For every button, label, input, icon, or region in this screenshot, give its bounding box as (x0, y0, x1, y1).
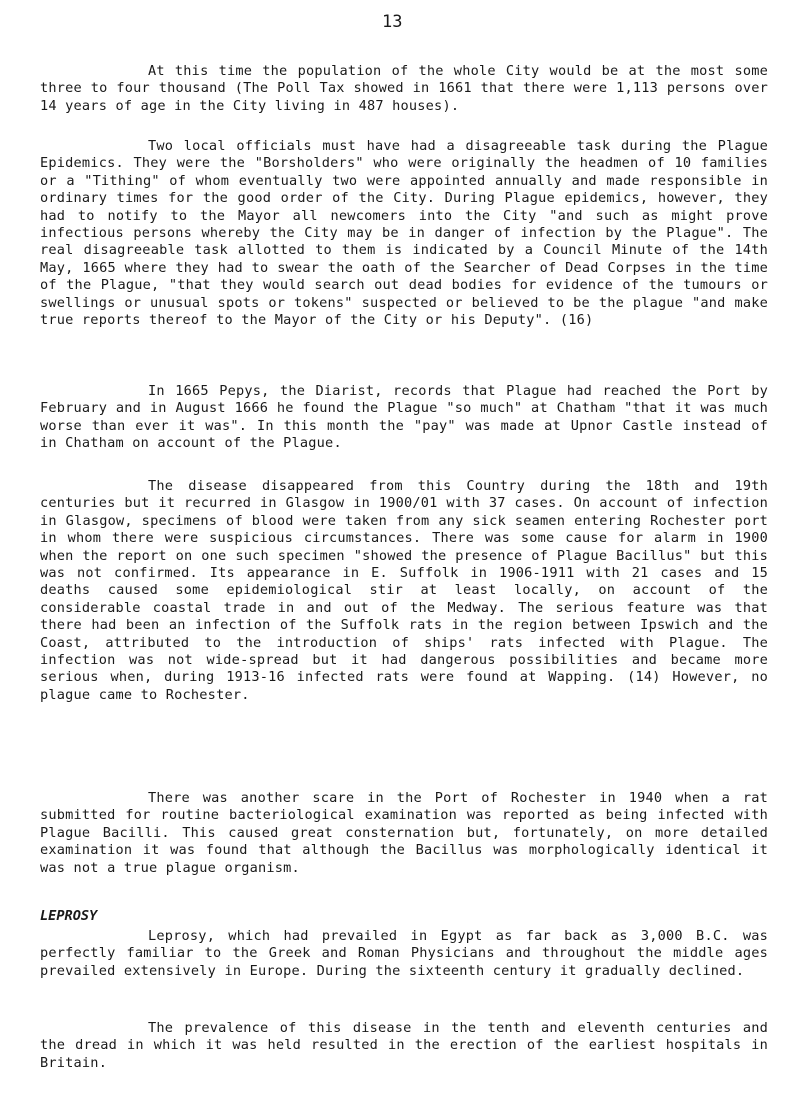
paragraph-pepys (40, 383, 768, 453)
paragraph-text: The prevalence of this disease in the tenth and eleventh centuries and the dread in which it was held resulted in the erection of the earliest hospitals in Britain. (40, 1020, 768, 1071)
paragraph-text: Two local officials must have had a disagreeable task during the Plague Epidemics. They were the "Borsholders" who were originally the headmen of 10 families or a "Tithing" of whom eventually two were appointed annually and made responsible in ordinary times for the good order of the City. During Plague epidemics, however, they had to notify to the Mayor all newcomers into the City "and such as might prove infectious persons whereby the City may be in danger of infection by the Plague". The real disagreeable task allotted to them is indicated by a Council Minute of the 14th May, 1665 where they had to swear the oath of the Searcher of Dead Corpses in the time of the Plague, "that they would search out dead bodies for evidence of the tumours or swellings or unusual spots or tokens" suspected or believed to be the plague "and make true reports thereof to the Mayor of the City or his Deputy". (16) (40, 138, 768, 329)
paragraph-text: There was another scare in the Port of Rochester in 1940 when a rat submitted for routine bacteriological examination was reported as being infected with Plague Bacilli. This caused great consternation but, fortunately, on more detailed examination it was found that although the Bacillus was morphologically identical it was not a true plague organism. (40, 790, 768, 876)
paragraph-population (40, 63, 768, 115)
paragraph-text: The disease disappeared from this Country during the 18th and 19th centuries but it recurred in Glasgow in 1900/01 with 37 cases. On account of infection in Glasgow, specimens of blood were taken from any sick seamen entering Rochester port in whom there were suspicious circumstances. There was some cause for alarm in 1900 when the report on one such specimen "showed the presence of Plague Bacillus" but this was not confirmed. Its appearance in E. Suffolk in 1906-1911 with 21 cases and 15 deaths caused some epidemiological stir at least locally, on account of the considerable coastal trade in and out of the Medway. The serious feature was that there had been an infection of the Suffolk rats in the region between Ipswich and the Coast, attributed to the introduction of ships' rats infected with Plague. The infection was not wide-spread but it had dangerous possibilities and became more serious when, during 1913-16 infected rats were found at Wapping. (14) However, no plague came to Rochester. (40, 478, 768, 703)
paragraph-hospitals (40, 1020, 768, 1072)
paragraph-text: At this time the population of the whole City would be at the most some three to four thousand (The Poll Tax showed in 1661 that there were 1,113 persons over 14 years of age in the City living in 487 houses). (40, 63, 768, 114)
paragraph-borsholders (40, 138, 768, 329)
paragraph-1940-scare (40, 790, 768, 877)
paragraph-text: Leprosy, which had prevailed in Egypt as far back as 3,000 B.C. was perfectly familiar to the Greek and Roman Physicians and throughout the middle ages prevailed extensively in Europe. During the sixteenth century it gradually declined. (40, 928, 768, 979)
page-number: 13 (382, 12, 403, 32)
paragraph-glasgow (40, 478, 768, 704)
paragraph-leprosy (40, 928, 768, 980)
section-heading-leprosy: LEPROSY (40, 908, 98, 924)
paragraph-text: In 1665 Pepys, the Diarist, records that Plague had reached the Port by February and in August 1666 he found the Plague "so much" at Chatham "that it was much worse than ever it was". In this month the "pay" was made at Upnor Castle instead of in Chatham on account of the Plague. (40, 383, 768, 452)
